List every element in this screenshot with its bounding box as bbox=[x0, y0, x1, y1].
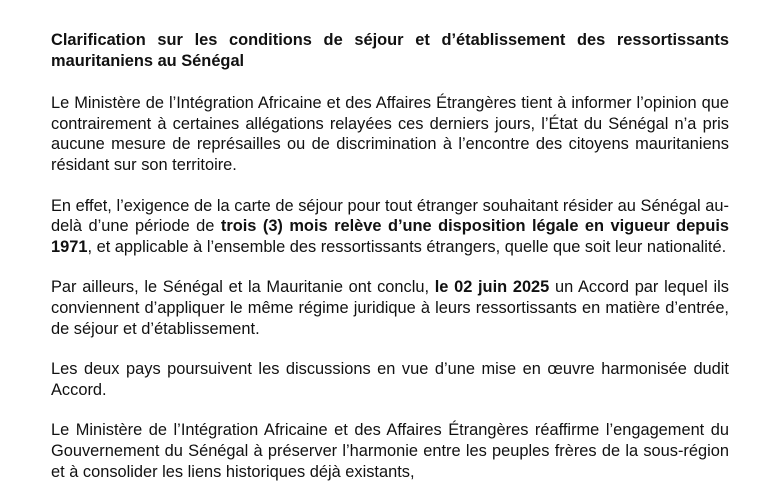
paragraph-3-text-end: un Accord par lequel ils conviennent d’appliquer le même régime juridique à leurs ressortissants en matière d’entrée, de séjour et d’établissement. bbox=[51, 278, 729, 338]
paragraph-1: Le Ministère de l’Intégration Africaine et des Affaires Étrangères tient à informer l’opinion que contrairement à certaines allégations relayées ces derniers jours, l’État du Sénégal n’a pris aucune mesure de représailles ou de discrimination à l’encontre des citoyens mauritaniens résidant sur son territoire. bbox=[51, 94, 729, 174]
paragraph-2 bbox=[51, 196, 729, 258]
paragraph-3 bbox=[51, 277, 729, 339]
document-title: Clarification sur les conditions de séjour et d’établissement des ressortissants mauritaniens au Sénégal bbox=[51, 31, 729, 70]
paragraph-4: Les deux pays poursuivent les discussions en vue d’une mise en œuvre harmonisée dudit Accord. bbox=[51, 360, 729, 399]
paragraph-2-bold-text: trois (3) mois relève d’une disposition légale en vigueur depuis 1971 bbox=[51, 217, 730, 256]
paragraph-3-text-start: Par ailleurs, le Sénégal et la Mauritanie ont conclu, bbox=[51, 278, 435, 297]
paragraph-2-text-start: En effet, l’exigence de la carte de séjour pour tout étranger souhaitant résider au Sénégal au-delà d’une période de bbox=[51, 196, 729, 236]
paragraph-3-bold-date: le 02 juin 2025 bbox=[434, 278, 550, 297]
paragraph-5: Le Ministère de l’Intégration Africaine et des Affaires Étrangères réaffirme l’engagement du Gouvernement du Sénégal à préserver l’harmonie entre les peuples frères de la sous-région et à consolider les liens historiques déjà existants, bbox=[51, 421, 729, 481]
document-body bbox=[51, 30, 729, 502]
paragraph-2-text-end: , et applicable à l’ensemble des ressortissants étrangers, quelle que soit leur nationalité. bbox=[87, 237, 727, 256]
